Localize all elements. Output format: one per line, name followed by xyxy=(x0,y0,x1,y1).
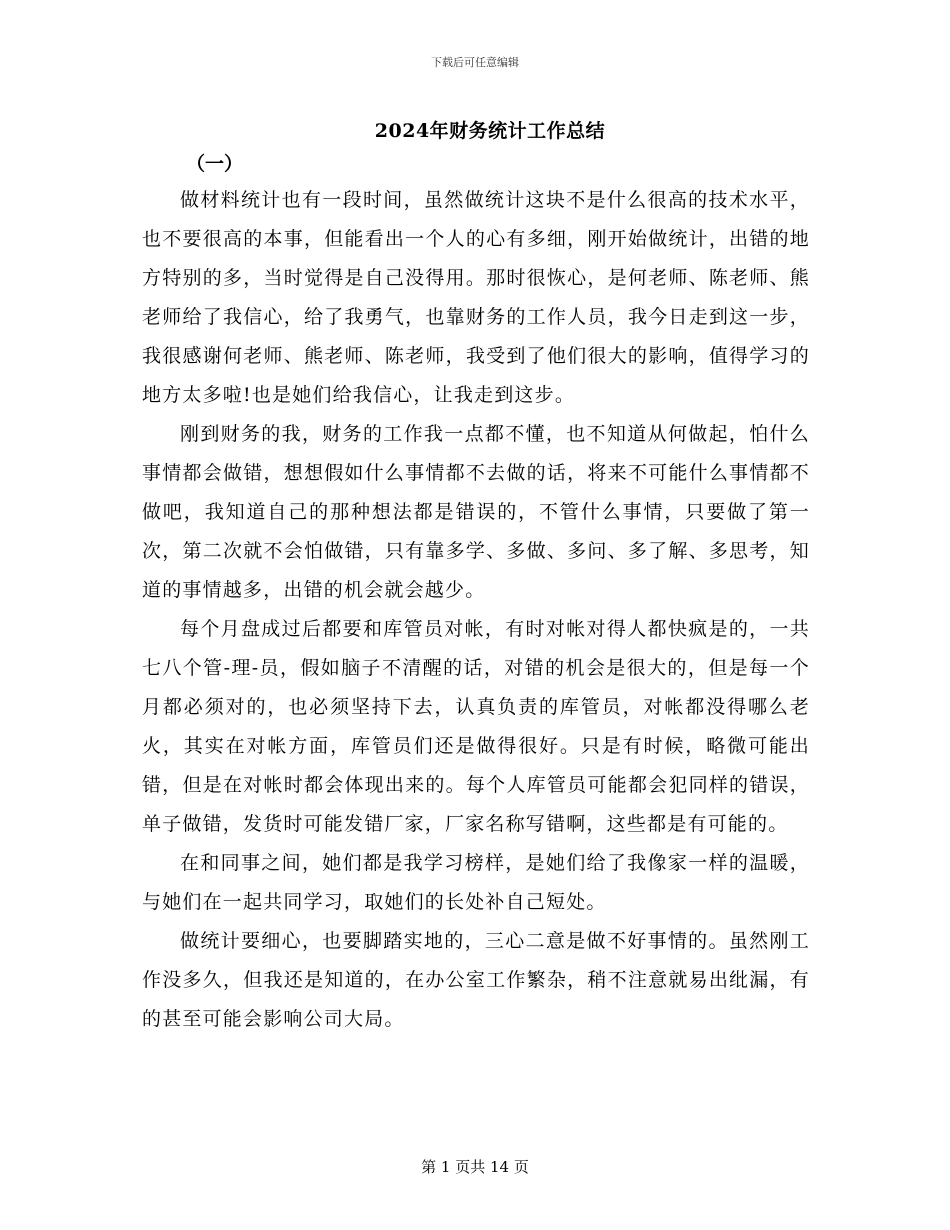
document-body xyxy=(142,181,810,1039)
paragraph-1: 做材料统计也有一段时间，虽然做统计这块不是什么很高的技术水平，也不要很高的本事，但能看出一个人的心有多细，刚开始做统计，出错的地方特别的多，当时觉得是自己没得用。那时很恢心，是何老师、陈老师、熊老师给了我信心，给了我勇气，也靠财务的工作人员，我今日走到这一步，我很感谢何老师、熊老师、陈老师，我受到了他们很大的影响，值得学习的地方太多啦!也是她们给我信心，让我走到这步。 xyxy=(142,189,810,406)
page-number: 第 1 页共 14 页 xyxy=(421,1158,529,1176)
page-header-note: 下载后可任意编辑 xyxy=(431,56,519,69)
paragraph-4: 在和同事之间，她们都是我学习榜样，是她们给了我像家一样的温暖，与她们在一起共同学习，取她们的长处补自己短处。 xyxy=(142,852,810,913)
paragraph-2: 刚到财务的我，财务的工作我一点都不懂，也不知道从何做起，怕什么事情都会做错，想想假如什么事情都不去做的话，将来不可能什么事情都不做吧，我知道自己的那种想法都是错误的，不管什么事情，只要做了第一次，第二次就不会怕做错，只有靠多学、多做、多问、多了解、多思考，知道的事情越多，出错的机会就会越少。 xyxy=(142,423,810,601)
section-heading: （一） xyxy=(186,153,244,175)
paragraph-3: 每个月盘成过后都要和库管员对帐，有时对帐对得人都快疯是的，一共七八个管-理-员，假如脑子不清醒的话，对错的机会是很大的，但是每一个月都必须对的，也必须坚持下去，认真负责的库管员，对帐都没得哪么老火，其实在对帐方面，库管员们还是做得很好。只是有时候，略微可能出错，但是在对帐时都会体现出来的。每个人库管员可能都会犯同样的错误，单子做错，发货时可能发错厂家，厂家名称写错啊，这些都是有可能的。 xyxy=(142,618,810,835)
document-title: 2024年财务统计工作总结 xyxy=(374,120,606,142)
paragraph-5: 做统计要细心，也要脚踏实地的，三心二意是做不好事情的。虽然刚工作没多久，但我还是知道的，在办公室工作繁杂，稍不注意就易出纰漏，有的甚至可能会影响公司大局。 xyxy=(142,930,810,1030)
